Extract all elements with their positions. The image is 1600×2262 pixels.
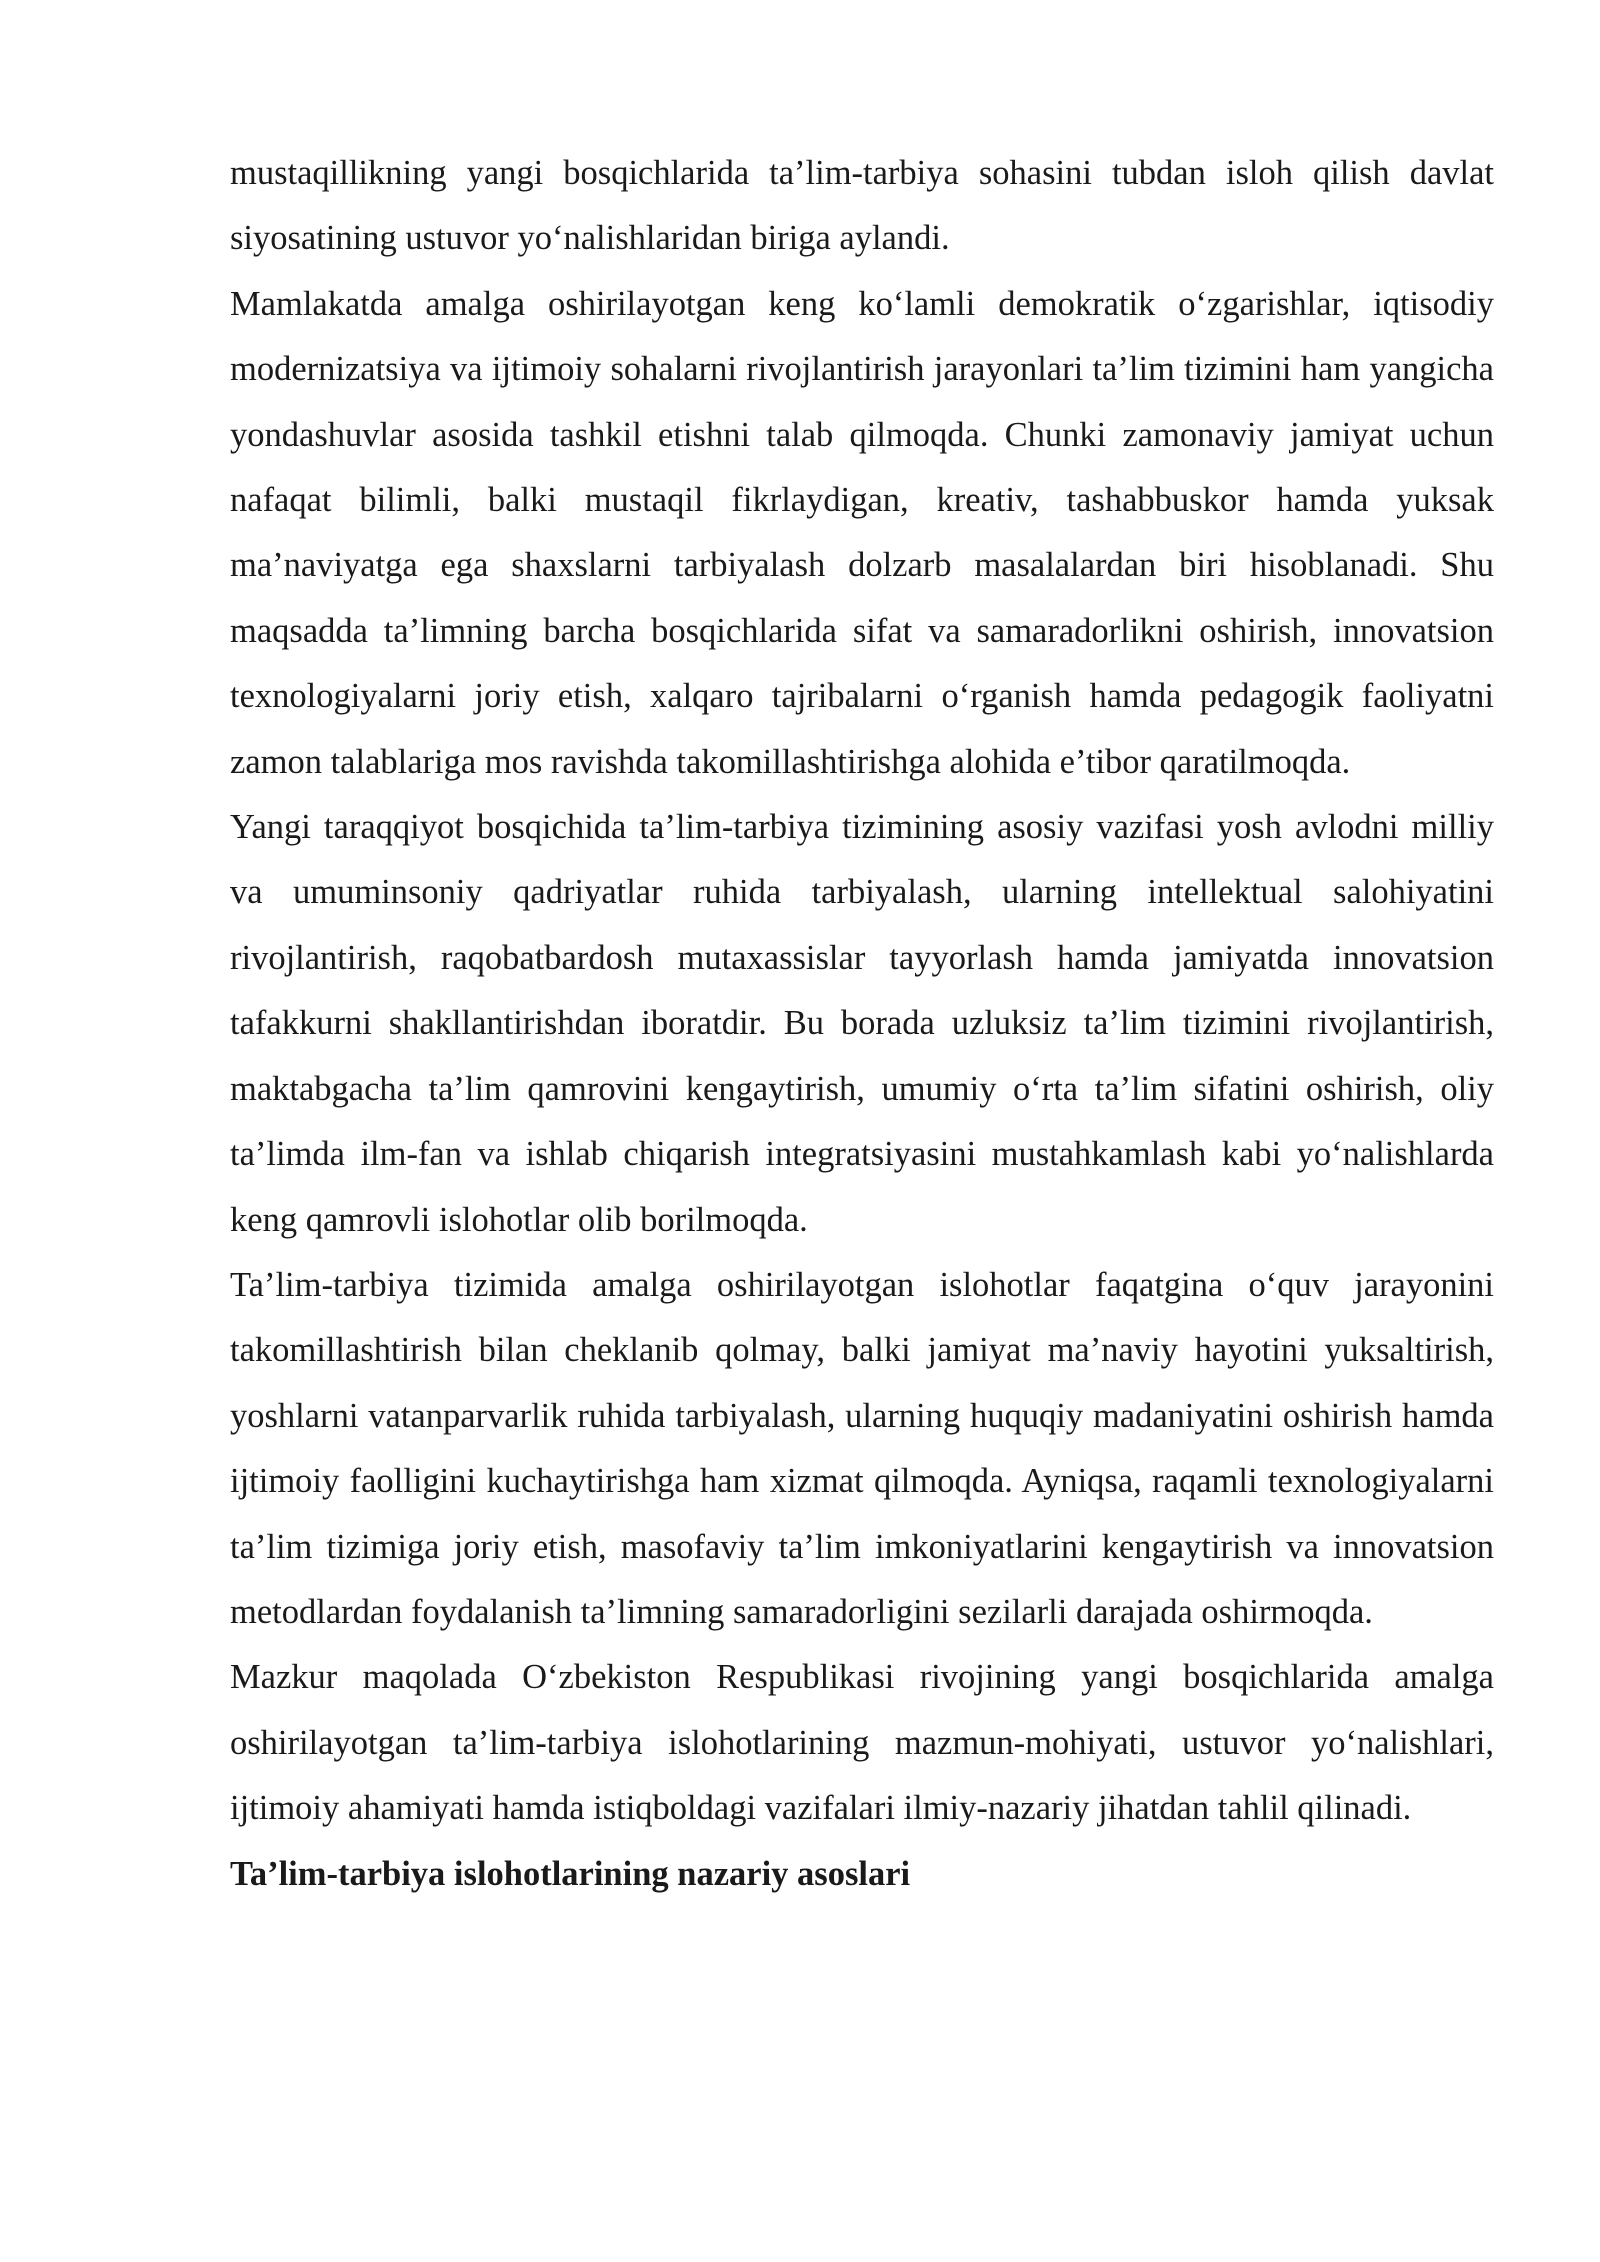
paragraph-continuation: mustaqillikning yangi bosqichlarida ta’lim-tarbiya sohasini tubdan isloh qilish davlat siyosatining ustuvor yo‘nalishlaridan biriga aylandi.: [230, 154, 1494, 258]
paragraph-reforms-impact: Ta’lim-tarbiya tizimida amalga oshirilayotgan islohotlar faqatgina o‘quv jarayonini takomillashtirish bilan cheklanib qolmay, balki jamiyat ma’naviy hayotini yuksaltirish, yoshlarni vatanparvarlik ruhida tarbiyalash, ularning huquqiy madaniyatini oshirish hamda ijtimoiy faolligini kuchaytirishga ham xizmat qilmoqda. Ayniqsa, raqamli texnologiyalarni ta’lim tizimiga joriy etish, masofaviy ta’lim imkoniyatlarini kengaytirish va innovatsion metodlardan foydalanish ta’limning samaradorligini sezilarli darajada oshirmoqda.: [230, 1265, 1494, 1631]
paragraph-main-task: Yangi taraqqiyot bosqichida ta’lim-tarbiya tizimining asosiy vazifasi yosh avlodni milliy va umuminsoniy qadriyatlar ruhida tarbiyalash, ularning intellektual salohiyatini rivojlantirish, raqobatbardosh mutaxassislar tayyorlash hamda jamiyatda innovatsion tafakkurni shakllantirishdan iboratdir. Bu borada uzluksiz ta’lim tizimini rivojlantirish, maktabgacha ta’lim qamrovini kengaytirish, umumiy o‘rta ta’lim sifatini oshirish, oliy ta’limda ilm-fan va ishlab chiqarish integratsiyasini mustahkamlash kabi yo‘nalishlarda keng qamrovli islohotlar olib borilmoqda.: [230, 808, 1494, 1239]
section-heading: Ta’lim-tarbiya islohotlarining nazariy asoslari: [230, 1854, 911, 1893]
paragraph-reforms-context: Mamlakatda amalga oshirilayotgan keng ko‘lamli demokratik o‘zgarishlar, iqtisodiy modernizatsiya va ijtimoiy sohalarni rivojlantirish jarayonlari ta’lim tizimini ham yangicha yondashuvlar asosida tashkil etishni talab qilmoqda. Chunki zamonaviy jamiyat uchun nafaqat bilimli, balki mustaqil fikrlaydigan, kreativ, tashabbuskor hamda yuksak ma’naviyatga ega shaxslarni tarbiyalash dolzarb masalalardan biri hisoblanadi. Shu maqsadda ta’limning barcha bosqichlarida sifat va samaradorlikni oshirish, innovatsion texnologiyalarni joriy etish, xalqaro tajribalarni o‘rganish hamda pedagogik faoliyatni zamon talablariga mos ravishda takomillashtirishga alohida e’tibor qaratilmoqda.: [230, 284, 1494, 781]
document-body: [230, 141, 1494, 1907]
paragraph-article-purpose: Mazkur maqolada O‘zbekiston Respublikasi rivojining yangi bosqichlarida amalga oshirilayotgan ta’lim-tarbiya islohotlarining mazmun-mohiyati, ustuvor yo‘nalishlari, ijtimoiy ahamiyati hamda istiqboldagi vazifalari ilmiy-nazariy jihatdan tahlil qilinadi.: [230, 1658, 1494, 1828]
